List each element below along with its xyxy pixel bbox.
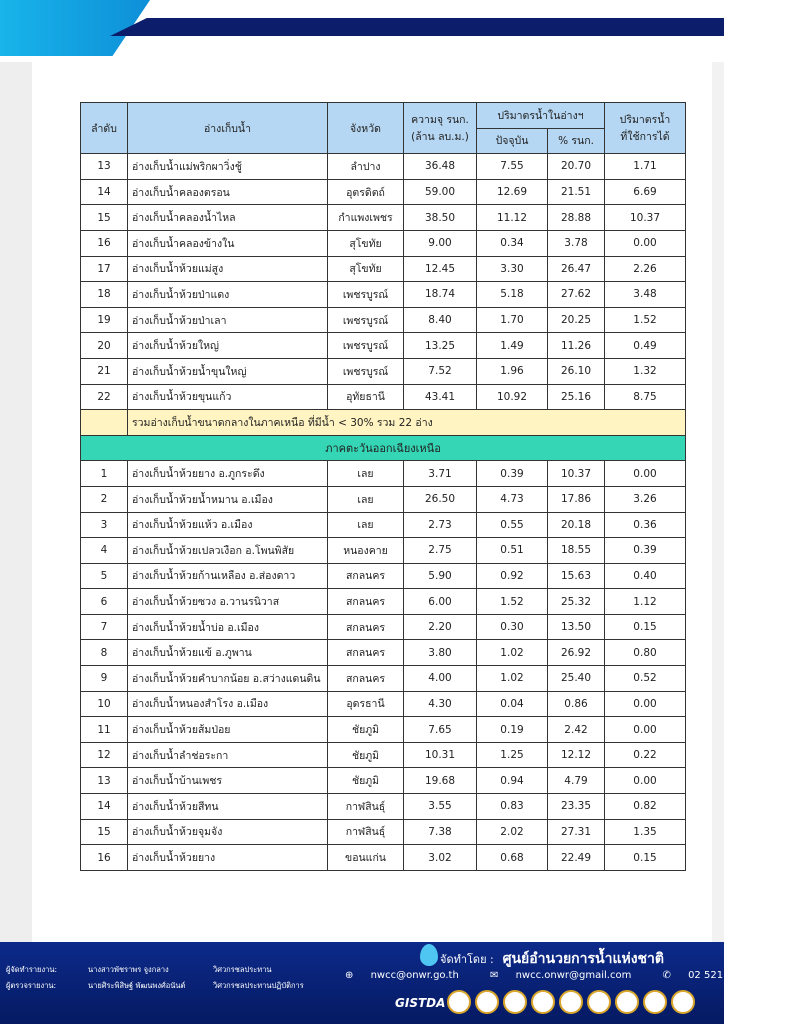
cell-province: อุตรดิตถ์ (328, 179, 404, 205)
northeast-region-rows (81, 461, 686, 871)
footer-org (440, 948, 664, 970)
cell-pct: 21.51 (548, 179, 605, 205)
cell-pct: 25.16 (548, 384, 605, 410)
cell-usable: 1.32 (605, 358, 686, 384)
cell-usable: 10.37 (605, 205, 686, 231)
cell-name: อ่างเก็บน้ำห้วยยาง อ.ภูกระดึง (128, 461, 328, 487)
cell-capacity: 10.31 (404, 742, 477, 768)
cell-seq: 13 (81, 154, 128, 180)
table-row (81, 282, 686, 308)
phone-icon: ✆ (662, 970, 675, 981)
cell-usable: 1.71 (605, 154, 686, 180)
cell-name: อ่างเก็บน้ำห้วยส้มป่อย (128, 717, 328, 743)
cell-province: เลย (328, 461, 404, 487)
cell-name: อ่างเก็บน้ำห้วยสีทน (128, 794, 328, 820)
partner-logo-9 (671, 990, 695, 1014)
cell-current: 11.12 (477, 205, 548, 231)
globe-icon: ⊕ (345, 970, 357, 981)
cell-pct: 20.25 (548, 307, 605, 333)
cell-pct: 20.70 (548, 154, 605, 180)
prepared-name: นางสาวพัชราพร จูงกลาง (88, 965, 169, 974)
reservoir-table (80, 102, 686, 871)
cell-seq: 15 (81, 819, 128, 845)
table-row (81, 563, 686, 589)
cell-usable: 0.00 (605, 230, 686, 256)
cell-name: อ่างเก็บน้ำห้วยแข้ อ.ภูพาน (128, 640, 328, 666)
cell-capacity: 2.20 (404, 614, 477, 640)
cell-current: 1.70 (477, 307, 548, 333)
cell-province: สกลนคร (328, 640, 404, 666)
footer-phone[interactable] (663, 970, 776, 981)
cell-seq: 16 (81, 845, 128, 871)
cell-capacity: 3.02 (404, 845, 477, 871)
footer-email-text: nwcc.onwr@gmail.com (515, 970, 632, 981)
cell-pct: 10.37 (548, 461, 605, 487)
header-seq: ลำดับ (81, 103, 128, 154)
cell-current: 12.69 (477, 179, 548, 205)
cell-seq: 2 (81, 486, 128, 512)
cell-usable: 0.80 (605, 640, 686, 666)
cell-usable: 0.82 (605, 794, 686, 820)
cell-pct: 26.10 (548, 358, 605, 384)
table-row (81, 691, 686, 717)
table-row (81, 230, 686, 256)
table-row (81, 819, 686, 845)
table-row (81, 307, 686, 333)
partner-logo-4 (531, 990, 555, 1014)
cell-seq: 14 (81, 794, 128, 820)
cell-seq: 16 (81, 230, 128, 256)
cell-seq: 3 (81, 512, 128, 538)
cell-seq: 21 (81, 358, 128, 384)
table-row (81, 717, 686, 743)
cell-pct: 22.49 (548, 845, 605, 871)
footer-reviewed (6, 980, 304, 992)
cell-province: ขอนแก่น (328, 845, 404, 871)
cell-capacity: 12.45 (404, 256, 477, 282)
cell-province: เพชรบูรณ์ (328, 282, 404, 308)
cell-name: อ่างเก็บน้ำห้วยจุมจัง (128, 819, 328, 845)
cell-province: เพชรบูรณ์ (328, 307, 404, 333)
cell-usable: 3.26 (605, 486, 686, 512)
cell-capacity: 2.73 (404, 512, 477, 538)
top-banner-navy-stripe (110, 18, 724, 36)
cell-usable: 0.52 (605, 666, 686, 692)
table-row (81, 358, 686, 384)
cell-current: 1.96 (477, 358, 548, 384)
cell-usable: 6.69 (605, 179, 686, 205)
cell-name: อ่างเก็บน้ำห้วยยาง (128, 845, 328, 871)
cell-capacity: 6.00 (404, 589, 477, 615)
partner-logos (395, 990, 715, 1020)
partner-logo-6 (587, 990, 611, 1014)
cell-name: อ่างเก็บน้ำห้วยก้านเหลือง อ.ส่องดาว (128, 563, 328, 589)
cell-current: 0.39 (477, 461, 548, 487)
north-region-rows (81, 154, 686, 410)
table-row (81, 205, 686, 231)
cell-capacity: 19.68 (404, 768, 477, 794)
cell-usable: 2.26 (605, 256, 686, 282)
left-margin-strip (0, 62, 32, 942)
table-row (81, 589, 686, 615)
table-row (81, 154, 686, 180)
cell-capacity: 36.48 (404, 154, 477, 180)
cell-province: อุทัยธานี (328, 384, 404, 410)
cell-current: 0.51 (477, 538, 548, 564)
cell-capacity: 9.00 (404, 230, 477, 256)
cell-name: อ่างเก็บน้ำคลองน้ำไหล (128, 205, 328, 231)
partner-logo-1 (447, 990, 471, 1014)
cell-usable: 1.12 (605, 589, 686, 615)
cell-province: ชัยภูมิ (328, 768, 404, 794)
cell-current: 0.30 (477, 614, 548, 640)
cell-usable: 1.52 (605, 307, 686, 333)
cell-seq: 5 (81, 563, 128, 589)
header-capacity (404, 103, 477, 154)
table-row (81, 256, 686, 282)
summary-empty-cell (81, 410, 128, 436)
cell-capacity: 4.00 (404, 666, 477, 692)
cell-name: อ่างเก็บน้ำหนองสำโรง อ.เมือง (128, 691, 328, 717)
cell-seq: 17 (81, 256, 128, 282)
header-usable-line2: ที่ใช้การได้ (620, 131, 670, 144)
footer-contacts (345, 970, 790, 981)
cell-seq: 1 (81, 461, 128, 487)
header-storage: ปริมาตรน้ำในอ่างฯ (477, 103, 605, 129)
table-row (81, 742, 686, 768)
cell-province: สกลนคร (328, 589, 404, 615)
table-row (81, 640, 686, 666)
gistda-logo: GISTDA (395, 996, 446, 1010)
cell-current: 1.52 (477, 589, 548, 615)
water-drop-icon (420, 944, 438, 966)
table-row (81, 768, 686, 794)
cell-current: 10.92 (477, 384, 548, 410)
cell-usable: 0.39 (605, 538, 686, 564)
cell-usable: 8.75 (605, 384, 686, 410)
cell-seq: 20 (81, 333, 128, 359)
cell-seq: 8 (81, 640, 128, 666)
table-row (81, 614, 686, 640)
cell-pct: 27.62 (548, 282, 605, 308)
cell-current: 1.49 (477, 333, 548, 359)
cell-usable: 0.00 (605, 768, 686, 794)
cell-usable: 0.49 (605, 333, 686, 359)
table-row (81, 666, 686, 692)
mail-icon: ✉ (490, 970, 502, 981)
cell-current: 5.18 (477, 282, 548, 308)
cell-pct: 13.50 (548, 614, 605, 640)
cell-province: ชัยภูมิ (328, 717, 404, 743)
cell-capacity: 7.65 (404, 717, 477, 743)
cell-current: 1.02 (477, 640, 548, 666)
cell-current: 1.02 (477, 666, 548, 692)
header-usable-line1: ปริมาตรน้ำ (619, 114, 671, 127)
cell-seq: 6 (81, 589, 128, 615)
footer-prepared (6, 964, 272, 976)
footer-org-prefix: จัดทำโดย : (440, 953, 494, 966)
cell-current: 0.83 (477, 794, 548, 820)
cell-province: เลย (328, 512, 404, 538)
cell-usable: 3.48 (605, 282, 686, 308)
cell-current: 0.68 (477, 845, 548, 871)
table-row (81, 512, 686, 538)
cell-province: สุโขทัย (328, 256, 404, 282)
cell-capacity: 7.38 (404, 819, 477, 845)
cell-seq: 22 (81, 384, 128, 410)
cell-name: อ่างเก็บน้ำห้วยป่าเลา (128, 307, 328, 333)
cell-name: อ่างเก็บน้ำห้วยเปลวเงือก อ.โพนพิสัย (128, 538, 328, 564)
cell-name: อ่างเก็บน้ำห้วยซวง อ.วานรนิวาส (128, 589, 328, 615)
cell-seq: 13 (81, 768, 128, 794)
cell-name: อ่างเก็บน้ำห้วยป่าแดง (128, 282, 328, 308)
cell-pct: 27.31 (548, 819, 605, 845)
cell-usable: 0.22 (605, 742, 686, 768)
cell-pct: 23.35 (548, 794, 605, 820)
cell-usable: 0.15 (605, 614, 686, 640)
reviewed-label: ผู้ตรวจรายงาน: (6, 981, 57, 990)
cell-pct: 3.78 (548, 230, 605, 256)
cell-capacity: 7.52 (404, 358, 477, 384)
cell-capacity: 43.41 (404, 384, 477, 410)
cell-seq: 10 (81, 691, 128, 717)
cell-name: อ่างเก็บน้ำห้วยใหญ่ (128, 333, 328, 359)
cell-pct: 20.18 (548, 512, 605, 538)
table-row (81, 845, 686, 871)
table-row (81, 486, 686, 512)
cell-current: 2.02 (477, 819, 548, 845)
footer-website[interactable] (345, 970, 473, 981)
cell-capacity: 18.74 (404, 282, 477, 308)
cell-seq: 19 (81, 307, 128, 333)
cell-seq: 11 (81, 717, 128, 743)
cell-capacity: 5.90 (404, 563, 477, 589)
cell-capacity: 2.75 (404, 538, 477, 564)
cell-province: สกลนคร (328, 666, 404, 692)
cell-name: อ่างเก็บน้ำคลองตรอน (128, 179, 328, 205)
cell-name: อ่างเก็บน้ำแม่พริกผาวิ่งชู้ (128, 154, 328, 180)
cell-name: อ่างเก็บน้ำลำช่อระกา (128, 742, 328, 768)
table-row (81, 794, 686, 820)
cell-current: 3.30 (477, 256, 548, 282)
cell-pct: 26.92 (548, 640, 605, 666)
cell-province: หนองคาย (328, 538, 404, 564)
cell-pct: 25.32 (548, 589, 605, 615)
cell-pct: 18.55 (548, 538, 605, 564)
header-capacity-line1: ความจุ รนก. (411, 114, 469, 127)
cell-province: สกลนคร (328, 563, 404, 589)
cell-usable: 1.35 (605, 819, 686, 845)
cell-current: 0.34 (477, 230, 548, 256)
cell-province: เลย (328, 486, 404, 512)
section-title: ภาคตะวันออกเฉียงเหนือ (81, 435, 686, 461)
partner-logo-8 (643, 990, 667, 1014)
summary-section (81, 410, 686, 461)
cell-name: อ่างเก็บน้ำห้วยน้ำหมาน อ.เมือง (128, 486, 328, 512)
cell-current: 1.25 (477, 742, 548, 768)
cell-seq: 14 (81, 179, 128, 205)
cell-usable: 0.00 (605, 717, 686, 743)
reviewed-name: นายศิระพิสิษฐ์ พัฒนพงศ์อนันต์ (88, 981, 186, 990)
prepared-label: ผู้จัดทำรายงาน: (6, 965, 57, 974)
cell-current: 7.55 (477, 154, 548, 180)
summary-text: รวมอ่างเก็บน้ำขนาดกลางในภาคเหนือ ที่มีน้ำ < 30% รวม 22 อ่าง (128, 410, 686, 436)
cell-current: 0.19 (477, 717, 548, 743)
cell-capacity: 13.25 (404, 333, 477, 359)
footer-phone-text: 02 521 9140-8 (688, 970, 762, 981)
footer (0, 942, 762, 1024)
cell-province: สุโขทัย (328, 230, 404, 256)
cell-pct: 26.47 (548, 256, 605, 282)
cell-province: เพชรบูรณ์ (328, 333, 404, 359)
header-name: อ่างเก็บน้ำ (128, 103, 328, 154)
cell-province: ชัยภูมิ (328, 742, 404, 768)
header-province: จังหวัด (328, 103, 404, 154)
cell-pct: 4.79 (548, 768, 605, 794)
footer-website-text: nwcc@onwr.go.th (370, 970, 459, 981)
partner-logo-3 (503, 990, 527, 1014)
cell-capacity: 26.50 (404, 486, 477, 512)
partner-logo-7 (615, 990, 639, 1014)
partner-logo-5 (559, 990, 583, 1014)
cell-seq: 4 (81, 538, 128, 564)
cell-name: อ่างเก็บน้ำห้วยขุนแก้ว (128, 384, 328, 410)
header-current: ปัจจุบัน (477, 128, 548, 154)
cell-seq: 18 (81, 282, 128, 308)
cell-capacity: 59.00 (404, 179, 477, 205)
cell-province: กาฬสินธุ์ (328, 794, 404, 820)
cell-pct: 25.40 (548, 666, 605, 692)
cell-seq: 9 (81, 666, 128, 692)
table-row (81, 538, 686, 564)
table-row (81, 384, 686, 410)
cell-pct: 2.42 (548, 717, 605, 743)
table-row (81, 333, 686, 359)
cell-name: อ่างเก็บน้ำห้วยคำบากน้อย อ.สว่างแดนดิน (128, 666, 328, 692)
cell-current: 0.04 (477, 691, 548, 717)
cell-pct: 0.86 (548, 691, 605, 717)
cell-capacity: 3.71 (404, 461, 477, 487)
cell-pct: 17.86 (548, 486, 605, 512)
cell-capacity: 3.55 (404, 794, 477, 820)
cell-current: 0.92 (477, 563, 548, 589)
cell-usable: 0.40 (605, 563, 686, 589)
cell-capacity: 4.30 (404, 691, 477, 717)
cell-province: กำแพงเพชร (328, 205, 404, 231)
partner-logo-2 (475, 990, 499, 1014)
cell-name: อ่างเก็บน้ำห้วยน้ำบ่อ อ.เมือง (128, 614, 328, 640)
table-row (81, 461, 686, 487)
section-row (81, 435, 686, 461)
cell-name: อ่างเก็บน้ำคลองข้างใน (128, 230, 328, 256)
cell-name: อ่างเก็บน้ำห้วยแห้ว อ.เมือง (128, 512, 328, 538)
cell-name: อ่างเก็บน้ำห้วยแม่สูง (128, 256, 328, 282)
reviewed-title: วิศวกรชลประทานปฏิบัติการ (213, 981, 304, 990)
cell-pct: 15.63 (548, 563, 605, 589)
cell-pct: 11.26 (548, 333, 605, 359)
cell-current: 0.55 (477, 512, 548, 538)
cell-seq: 7 (81, 614, 128, 640)
cell-province: สกลนคร (328, 614, 404, 640)
cell-name: อ่างเก็บน้ำบ้านเพชร (128, 768, 328, 794)
right-margin-strip (712, 62, 724, 942)
cell-usable: 0.00 (605, 461, 686, 487)
cell-usable: 0.00 (605, 691, 686, 717)
top-banner (0, 0, 724, 62)
cell-seq: 12 (81, 742, 128, 768)
header-pct: % รนก. (548, 128, 605, 154)
cell-pct: 28.88 (548, 205, 605, 231)
cell-usable: 0.36 (605, 512, 686, 538)
cell-province: ลำปาง (328, 154, 404, 180)
footer-org-name: ศูนย์อำนวยการน้ำแห่งชาติ (502, 951, 664, 967)
cell-current: 0.94 (477, 768, 548, 794)
cell-province: อุดรธานี (328, 691, 404, 717)
table-row (81, 179, 686, 205)
cell-capacity: 3.80 (404, 640, 477, 666)
cell-pct: 12.12 (548, 742, 605, 768)
cell-name: อ่างเก็บน้ำห้วยน้ำขุนใหญ่ (128, 358, 328, 384)
cell-capacity: 8.40 (404, 307, 477, 333)
header-usable (605, 103, 686, 154)
footer-email[interactable] (490, 970, 645, 981)
summary-row (81, 410, 686, 436)
cell-seq: 15 (81, 205, 128, 231)
cell-capacity: 38.50 (404, 205, 477, 231)
cell-current: 4.73 (477, 486, 548, 512)
prepared-title: วิศวกรชลประทาน (213, 965, 272, 974)
header-capacity-line2: (ล้าน ลบ.ม.) (411, 131, 469, 144)
cell-province: เพชรบูรณ์ (328, 358, 404, 384)
cell-usable: 0.15 (605, 845, 686, 871)
cell-province: กาฬสินธุ์ (328, 819, 404, 845)
